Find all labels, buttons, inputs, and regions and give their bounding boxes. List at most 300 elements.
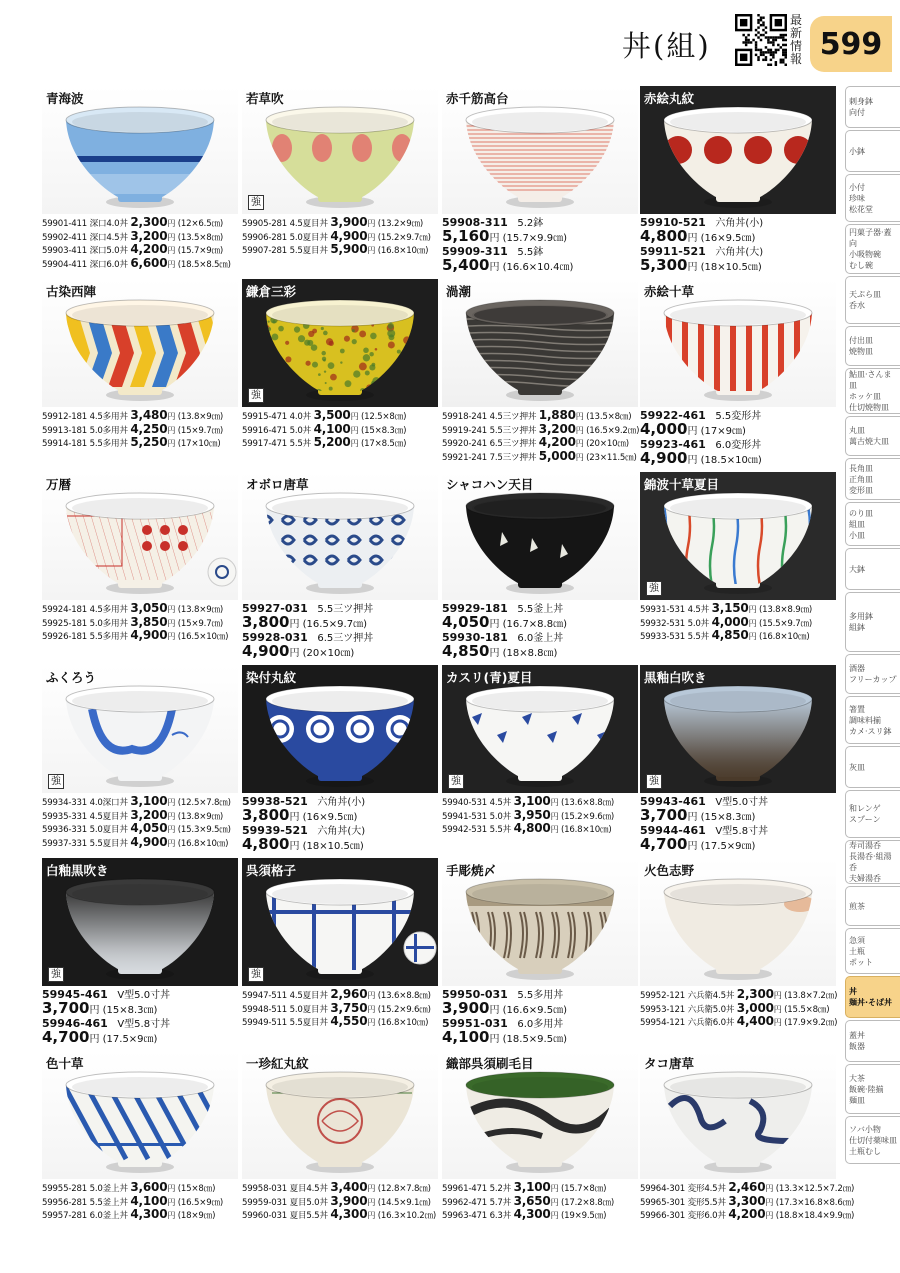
- index-tab[interactable]: [845, 416, 900, 456]
- item-price: 5,250: [130, 435, 168, 450]
- item-size: (16.6×10.4㎝): [502, 262, 574, 273]
- index-tab-label: 飯器: [849, 1042, 865, 1051]
- price-list: [640, 796, 836, 854]
- yen-mark: 円: [167, 798, 176, 807]
- item-price: 4,900: [330, 228, 368, 243]
- index-tab[interactable]: [845, 502, 900, 546]
- yen-mark: 円: [550, 1184, 559, 1193]
- item-type: 5.5変形丼: [715, 411, 762, 422]
- item-price: 4,700: [640, 835, 688, 853]
- product-photo: [640, 86, 836, 214]
- item-size: (15.2×9.6㎝): [560, 811, 615, 822]
- item-price: 3,100: [130, 794, 168, 808]
- index-tab-label: 調味料揃: [849, 715, 881, 725]
- item-type: 夏目5.5丼: [289, 1211, 328, 1222]
- yen-mark: 円: [167, 1197, 176, 1207]
- price-list: [242, 217, 438, 258]
- item-type: 5.5三ツ押丼: [317, 604, 374, 615]
- item-size: (13.6×8.8㎝): [377, 991, 431, 1001]
- item-code: 59927-031: [242, 602, 308, 615]
- index-tab-label: 組鉢: [849, 623, 865, 632]
- item-size: (13.8×9㎝): [177, 412, 224, 422]
- product-card[interactable]: [42, 86, 238, 276]
- item-size: (23×11.5㎝): [586, 452, 637, 463]
- strong-badge: 強: [48, 967, 64, 982]
- item-price: 2,300: [130, 215, 168, 229]
- index-tab-label: ポット: [849, 957, 873, 967]
- item-type: 5.2丼: [489, 1184, 512, 1194]
- item-price: 3,300: [728, 1193, 766, 1208]
- price-list: [640, 1180, 855, 1223]
- index-tab[interactable]: [845, 592, 900, 652]
- product-photo: [242, 1051, 438, 1179]
- item-price: 4,400: [736, 1014, 774, 1029]
- item-size: (20×10㎝): [586, 439, 629, 450]
- product-card[interactable]: [442, 86, 638, 276]
- price-row: [640, 451, 836, 468]
- yen-mark: 円: [550, 825, 559, 835]
- price-row: [640, 422, 836, 439]
- item-size: (12.5×7.8㎝): [177, 798, 231, 808]
- product-card[interactable]: [442, 858, 638, 1048]
- item-type: 4.5夏目丼: [289, 991, 328, 1001]
- index-tab[interactable]: [845, 224, 900, 274]
- price-list: [442, 1182, 638, 1223]
- item-price: 4,800: [640, 227, 688, 245]
- yen-mark: 円: [289, 619, 300, 630]
- index-tab-label: 灰皿: [849, 762, 865, 772]
- product-photo: [42, 1051, 238, 1179]
- index-tab-label: フリーカップ: [849, 675, 897, 684]
- item-code: 59964-301: [640, 1184, 686, 1194]
- item-code: 59915-471: [242, 412, 288, 422]
- item-size: (15×8.3㎝): [102, 1005, 158, 1016]
- price-row: [42, 437, 238, 451]
- index-tab-label: 刺身鉢: [849, 97, 873, 106]
- item-size: (18×10.5㎝): [700, 262, 762, 273]
- item-size: (13.5×8㎝): [586, 412, 632, 422]
- product-photo: [42, 279, 238, 407]
- item-price: 4,200: [728, 1207, 766, 1222]
- yen-mark: 円: [367, 1018, 376, 1028]
- product-name: ふくろう: [46, 670, 97, 685]
- item-price: 4,050: [130, 821, 168, 836]
- item-size: (15.7×8㎝): [560, 1184, 607, 1194]
- item-type: 6.0釜上丼: [517, 633, 564, 644]
- yen-mark: 円: [367, 1211, 376, 1221]
- product-card[interactable]: [640, 472, 836, 662]
- item-price: 4,050: [442, 613, 490, 631]
- product-name: 一珍紅丸紋: [246, 1056, 309, 1071]
- product-card[interactable]: [42, 858, 238, 1048]
- index-tab-label: 鮎皿·さんま皿: [849, 370, 892, 390]
- yen-mark: 円: [687, 455, 698, 466]
- product-name: 手彫焼〆: [446, 863, 497, 878]
- product-name: カスリ(青)夏目: [446, 670, 533, 685]
- item-code: 59957-281: [42, 1211, 88, 1222]
- price-row: [42, 1209, 238, 1223]
- product-card[interactable]: [242, 472, 438, 662]
- index-tab[interactable]: [845, 368, 900, 414]
- product-card[interactable]: [442, 472, 638, 662]
- index-tab-label: 正角皿: [849, 474, 873, 484]
- price-list: [242, 796, 438, 854]
- price-row: [42, 255, 238, 272]
- index-tab[interactable]: [845, 746, 900, 788]
- index-tab[interactable]: [845, 548, 900, 590]
- item-size: (15.2×9.6㎝): [377, 1004, 431, 1015]
- index-tab-label: ソバ小物: [849, 1124, 881, 1134]
- index-tab[interactable]: [845, 130, 900, 172]
- item-size: (13.2×9㎝): [377, 219, 424, 229]
- item-code: 59945-461: [42, 988, 108, 1001]
- item-code: 59902-411: [42, 232, 88, 243]
- index-tab-label: 丼: [849, 987, 857, 996]
- item-size: (13.3×12.5×7.2㎝): [775, 1184, 855, 1194]
- index-tab-label: 酒器: [849, 664, 865, 673]
- item-price: 3,600: [130, 1180, 168, 1194]
- item-code: 59906-281: [242, 232, 288, 243]
- index-tab[interactable]: [845, 276, 900, 324]
- product-card[interactable]: [640, 279, 836, 469]
- item-code: 59943-461: [640, 795, 706, 808]
- yen-mark: 円: [167, 412, 176, 421]
- item-type: 6.0釜上丼: [89, 1211, 128, 1222]
- index-tab[interactable]: [845, 696, 900, 744]
- product-card[interactable]: [42, 1051, 238, 1241]
- product-card[interactable]: [442, 665, 638, 855]
- product-photo: [242, 86, 438, 214]
- item-price: 5,900: [330, 242, 368, 257]
- index-tab[interactable]: [845, 886, 900, 926]
- product-name: オボロ唐草: [246, 477, 309, 492]
- item-price: 4,200: [538, 435, 576, 450]
- price-row: [640, 1207, 855, 1223]
- item-code: 59904-411: [42, 259, 88, 270]
- index-tab[interactable]: [845, 86, 900, 128]
- product-card[interactable]: [442, 1051, 638, 1241]
- item-type: 5.0夏目丼: [289, 1004, 328, 1015]
- item-code: 59941-531: [442, 811, 488, 822]
- qr-code-icon[interactable]: [735, 14, 787, 66]
- index-tab[interactable]: [845, 326, 900, 366]
- index-tab-label: 多用鉢: [849, 612, 873, 621]
- strong-badge: 強: [248, 195, 264, 210]
- index-tab[interactable]: [845, 1020, 900, 1062]
- item-price: 4,850: [442, 642, 490, 660]
- yen-mark: 円: [289, 648, 300, 659]
- price-list: [640, 410, 836, 468]
- index-tab-label: 呑水: [849, 301, 865, 310]
- item-size: (15.2×9.7㎝): [377, 232, 431, 243]
- item-code: 59954-121: [640, 1018, 686, 1029]
- product-card[interactable]: [242, 665, 438, 855]
- item-size: (16.7×8.8㎝): [502, 619, 567, 630]
- price-list: [442, 603, 638, 661]
- product-card[interactable]: [640, 86, 836, 276]
- item-code: 59921-241: [442, 452, 488, 463]
- item-code: 59937-331: [42, 838, 88, 849]
- yen-mark: 円: [167, 1184, 176, 1193]
- item-size: (15.7×9㎝): [177, 246, 224, 257]
- item-price: 4,800: [513, 821, 551, 836]
- price-row: [242, 837, 438, 854]
- product-name: 万暦: [46, 477, 72, 492]
- price-row: [640, 1016, 836, 1030]
- item-price: 3,750: [330, 1000, 368, 1015]
- item-size: (16.8×10㎝): [377, 1018, 429, 1029]
- price-list: [42, 1182, 238, 1223]
- item-price: 5,200: [313, 435, 351, 450]
- item-price: 4,100: [313, 421, 351, 436]
- yen-mark: 円: [167, 838, 176, 848]
- price-row: [442, 644, 638, 661]
- page-number: 599: [810, 16, 892, 72]
- product-card[interactable]: [640, 665, 836, 855]
- item-size: (13.8×9㎝): [177, 811, 224, 822]
- index-tab-label: 長湯呑·組湯呑: [849, 852, 892, 872]
- item-type: 5.5夏目丼: [89, 838, 128, 849]
- item-price: 3,400: [330, 1180, 368, 1194]
- price-row: [242, 644, 438, 661]
- item-code: 59914-181: [42, 439, 88, 450]
- item-size: (12.5×8㎝): [360, 412, 407, 422]
- item-price: 5,300: [640, 256, 688, 274]
- product-name: 赤千筋高台: [446, 91, 509, 106]
- index-tab-label: スプーン: [849, 815, 881, 824]
- index-tab-label: 仕切付薬味皿: [849, 1135, 897, 1145]
- price-row: [242, 808, 438, 825]
- yen-mark: 円: [289, 812, 300, 823]
- yen-mark: 円: [773, 1018, 782, 1028]
- product-card[interactable]: [242, 279, 438, 469]
- item-type: 深口4.0丼: [89, 219, 128, 229]
- index-tab-label: 大鉢: [849, 564, 865, 574]
- item-code: 59908-311: [442, 216, 508, 229]
- item-price: 4,300: [130, 1207, 168, 1222]
- price-row: [640, 229, 836, 246]
- item-size: (18×9㎝): [177, 1211, 216, 1222]
- index-tab-label: ホッケ皿: [849, 392, 881, 401]
- yen-mark: 円: [367, 246, 376, 256]
- item-size: (20×10㎝): [302, 648, 355, 659]
- yen-mark: 円: [687, 841, 698, 852]
- item-type: 六角丼(小): [715, 218, 764, 229]
- item-size: (16.8×10㎝): [560, 825, 612, 836]
- product-card[interactable]: [42, 279, 238, 469]
- item-code: 59948-511: [242, 1004, 288, 1015]
- price-list: [42, 796, 238, 850]
- item-code: 59931-531: [640, 605, 686, 615]
- item-size: (16.5×9.7㎝): [302, 619, 367, 630]
- item-price: 2,300: [736, 987, 774, 1001]
- index-tab-label: 長角皿: [849, 463, 873, 473]
- item-price: 4,900: [130, 628, 168, 643]
- item-code: 59926-181: [42, 632, 88, 643]
- price-list: [640, 989, 836, 1030]
- item-price: 3,900: [442, 999, 490, 1017]
- item-size: (18.5×10㎝): [700, 455, 762, 466]
- item-type: 5.0夏目丼: [89, 825, 128, 836]
- item-type: V型5.8寸丼: [117, 1019, 171, 1030]
- item-price: 5,000: [538, 448, 576, 463]
- item-type: 5.5三ツ押丼: [489, 425, 537, 436]
- price-row: [442, 258, 638, 275]
- item-type: 5.0夏目丼: [289, 232, 328, 243]
- index-tab[interactable]: [845, 458, 900, 500]
- item-code: 59959-031: [242, 1197, 288, 1208]
- product-card[interactable]: [242, 1051, 438, 1241]
- index-tab[interactable]: [845, 790, 900, 838]
- price-list: [42, 217, 238, 271]
- yen-mark: 円: [687, 812, 698, 823]
- price-row: [442, 615, 638, 632]
- item-type: 5.0丼: [289, 425, 312, 436]
- index-tab-label: 天ぷら皿: [849, 290, 881, 299]
- index-tab[interactable]: [845, 174, 900, 222]
- item-code: 59963-471: [442, 1211, 488, 1222]
- index-tab[interactable]: [845, 928, 900, 974]
- item-type: V型5.0寸丼: [715, 797, 769, 808]
- item-type: 5.7丼: [489, 1197, 512, 1208]
- product-name: 青海波: [46, 91, 84, 106]
- item-price: 3,700: [640, 806, 688, 824]
- yen-mark: 円: [167, 259, 176, 269]
- yen-mark: 円: [289, 841, 300, 852]
- item-price: 3,050: [130, 601, 168, 615]
- index-tab-label: 萬古焼大皿: [849, 437, 889, 446]
- index-tab-label: 土瓶: [849, 946, 865, 956]
- item-size: (16.8×10㎝): [758, 632, 810, 643]
- index-tab[interactable]: [845, 654, 900, 694]
- item-size: (17.5×9㎝): [700, 841, 756, 852]
- item-price: 4,000: [711, 614, 749, 629]
- qr-label: 最新情報: [790, 13, 803, 66]
- product-name: 織部呉須刷毛目: [446, 1056, 534, 1071]
- item-size: (16.3×10.2㎝): [377, 1211, 437, 1222]
- item-size: (17.2×8.8㎝): [560, 1197, 615, 1208]
- item-type: 4.5多用丼: [89, 412, 128, 422]
- item-type: 5.5夏目丼: [289, 246, 328, 257]
- product-card[interactable]: [242, 858, 438, 1048]
- item-size: (17×9㎝): [700, 426, 746, 437]
- item-code: 59930-181: [442, 631, 508, 644]
- yen-mark: 円: [167, 618, 176, 628]
- yen-mark: 円: [687, 233, 698, 244]
- index-tab-label: 仕切焼物皿: [849, 403, 889, 412]
- index-tab-label: 夫婦湯呑: [849, 874, 881, 883]
- item-type: 5.5多用丼: [517, 990, 564, 1001]
- product-name: 火色志野: [644, 863, 695, 878]
- item-size: (16.5×9.2㎝): [586, 425, 640, 436]
- product-card[interactable]: [42, 472, 238, 662]
- yen-mark: 円: [575, 412, 584, 421]
- product-card[interactable]: [242, 86, 438, 276]
- item-code: 59965-301: [640, 1197, 686, 1208]
- item-code: 59952-121: [640, 991, 686, 1001]
- yen-mark: 円: [773, 991, 782, 1000]
- item-price: 4,800: [242, 835, 290, 853]
- price-row: [42, 834, 238, 851]
- item-code: 59955-281: [42, 1184, 88, 1194]
- item-code: 59958-031: [242, 1184, 288, 1194]
- item-type: 5.0多用丼: [89, 618, 128, 629]
- product-card[interactable]: [640, 858, 836, 1048]
- product-photo: [242, 472, 438, 600]
- item-code: 59951-031: [442, 1017, 508, 1030]
- item-size: (14.5×9.1㎝): [377, 1197, 431, 1208]
- product-card[interactable]: [442, 279, 638, 469]
- item-type: 夏目5.0丼: [289, 1197, 328, 1208]
- yen-mark: 円: [489, 619, 500, 630]
- item-price: 4,100: [130, 1193, 168, 1208]
- item-price: 3,480: [130, 408, 168, 422]
- product-name: 染付丸紋: [246, 670, 297, 685]
- yen-mark: 円: [489, 1034, 500, 1045]
- price-list: [42, 410, 238, 451]
- index-tab-label: 松花堂: [849, 204, 873, 214]
- index-tab-label: 変形皿: [849, 485, 873, 495]
- price-row: [640, 808, 836, 825]
- item-price: 3,800: [242, 613, 290, 631]
- item-code: 59905-281: [242, 219, 288, 229]
- yen-mark: 円: [748, 605, 757, 614]
- item-code: 59913-181: [42, 425, 88, 436]
- item-type: 5.5丼: [289, 439, 312, 450]
- item-type: 4.5丼: [489, 798, 512, 808]
- price-row: [442, 1030, 638, 1047]
- yen-mark: 円: [575, 425, 584, 435]
- price-row: [242, 615, 438, 632]
- item-size: (15×9.7㎝): [177, 618, 224, 629]
- item-size: (19×9.5㎝): [560, 1211, 607, 1222]
- item-price: 2,960: [330, 987, 368, 1001]
- item-type: 4.5三ツ押丼: [489, 412, 537, 422]
- product-card[interactable]: [640, 1051, 855, 1241]
- item-code: 59918-241: [442, 412, 488, 422]
- yen-mark: 円: [550, 1211, 559, 1221]
- index-tab[interactable]: [845, 1064, 900, 1114]
- item-code: 59911-521: [640, 245, 706, 258]
- item-type: 4.5夏目丼: [89, 811, 128, 822]
- item-price: 4,300: [330, 1207, 368, 1222]
- yen-mark: 円: [167, 605, 176, 614]
- price-row: [242, 1016, 438, 1030]
- index-tab[interactable]: [845, 976, 900, 1018]
- yen-mark: 円: [167, 425, 176, 435]
- item-code: 59960-031: [242, 1211, 288, 1222]
- product-photo: [242, 665, 438, 793]
- yen-mark: 円: [765, 1184, 774, 1193]
- item-size: (17.3×16.8×8.6㎝): [775, 1197, 855, 1208]
- item-price: 6,600: [130, 255, 168, 270]
- item-price: 4,700: [42, 1028, 90, 1046]
- item-type: 六角丼(大): [317, 826, 366, 837]
- index-tab[interactable]: [845, 840, 900, 884]
- item-type: 4.5多用丼: [89, 605, 128, 615]
- item-type: 5.5釜上丼: [89, 1197, 128, 1208]
- index-tab[interactable]: [845, 1116, 900, 1164]
- product-name: 赤絵丸紋: [644, 91, 695, 106]
- yen-mark: 円: [748, 632, 757, 642]
- item-type: 5.0丼: [687, 618, 710, 629]
- item-code: 59949-511: [242, 1018, 288, 1029]
- price-row: [640, 258, 836, 275]
- item-type: V型5.8寸丼: [715, 826, 769, 837]
- product-card[interactable]: [42, 665, 238, 855]
- yen-mark: 円: [350, 412, 359, 421]
- item-code: 59947-511: [242, 991, 288, 1001]
